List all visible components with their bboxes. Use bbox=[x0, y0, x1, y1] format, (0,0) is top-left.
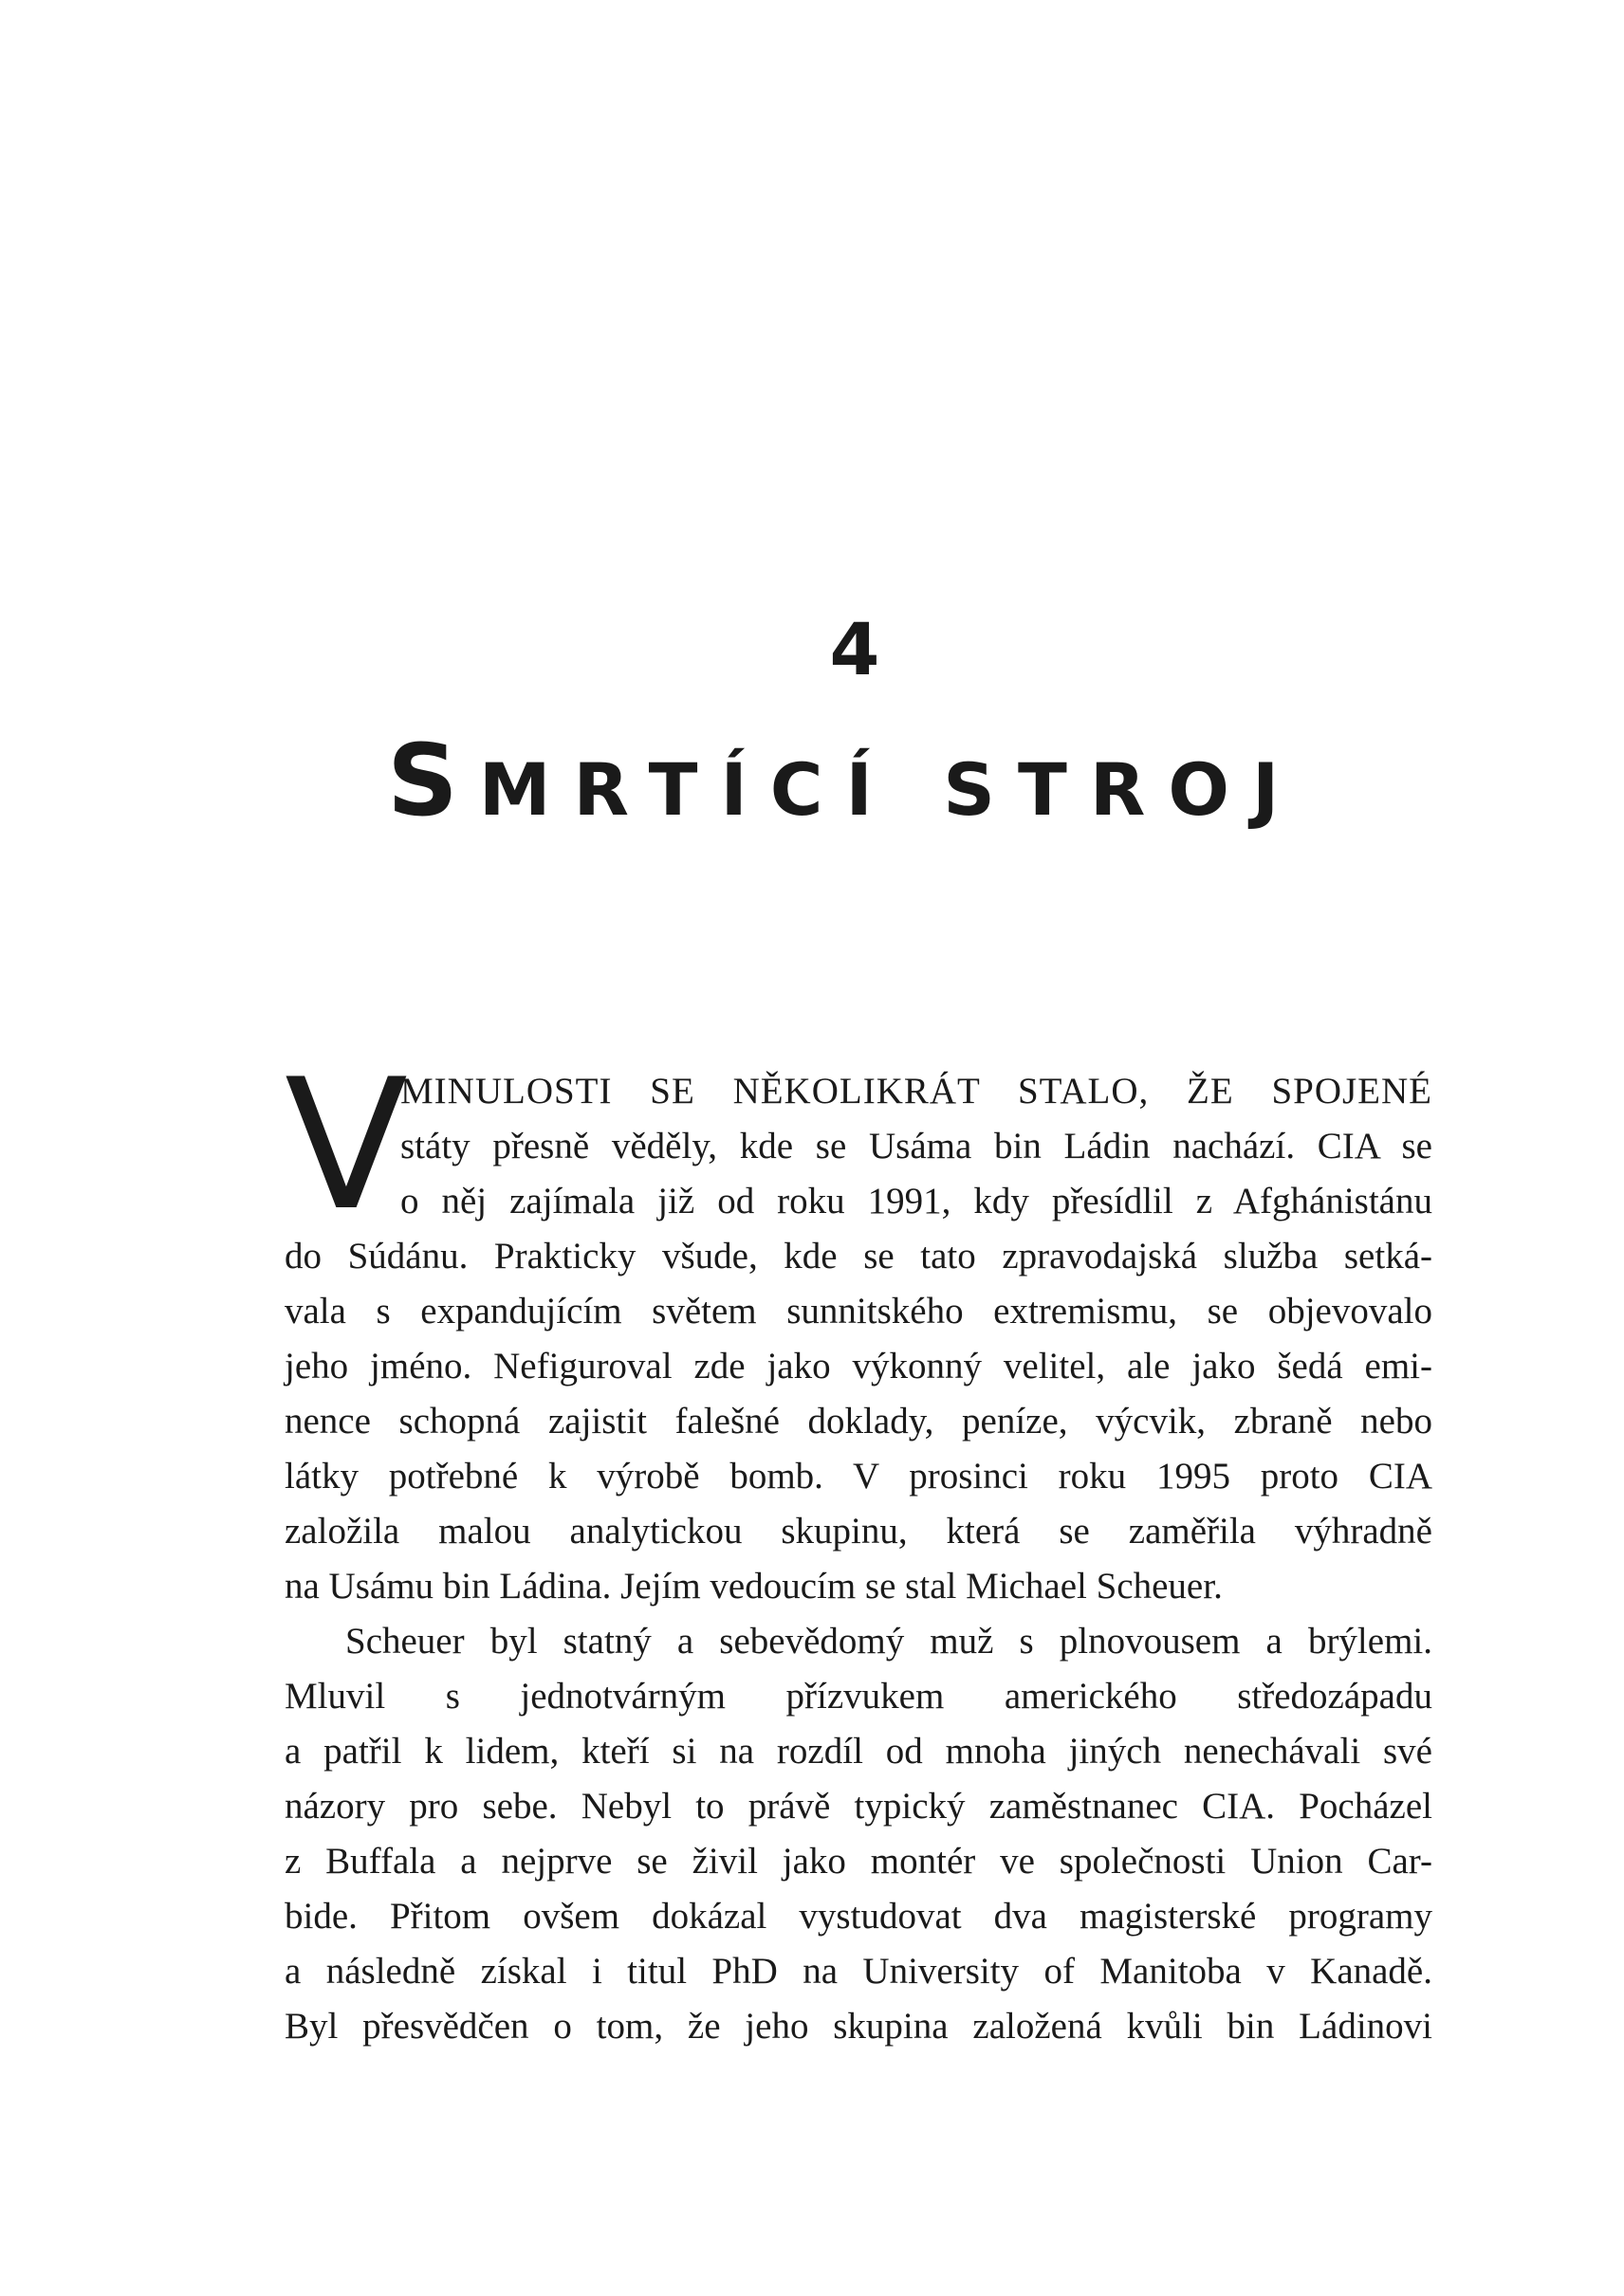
paragraph-2-line: z Buffala a nejprve se živil jako montér ve společnosti Union Car- bbox=[285, 1841, 1432, 1882]
chapter-number: 4 bbox=[829, 607, 880, 691]
paragraph-2-line: a následně získal i titul PhD na University of Manitoba v Kanadě. bbox=[285, 1951, 1432, 1992]
paragraph-2-line: Scheuer byl statný a sebevědomý muž s plnovousem a brýlemi. bbox=[345, 1621, 1432, 1662]
paragraph-1-line: státy přesně věděly, kde se Usáma bin Ládin nachází. CIA se bbox=[400, 1126, 1432, 1166]
paragraph-1-line: na Usámu bin Ládina. Jejím vedoucím se stal Michael Scheuer. bbox=[285, 1566, 1223, 1607]
paragraph-2-line: Mluvil s jednotvárným přízvukem amerického středozápadu bbox=[285, 1676, 1432, 1717]
chapter-title-rest: MRTÍCÍ STROJ bbox=[478, 747, 1302, 832]
paragraph-1-line: MINULOSTI SE NĚKOLIKRÁT STALO, ŽE SPOJENÉ bbox=[400, 1071, 1432, 1111]
paragraph-1-line: o něj zajímala již od roku 1991, kdy přesídlil z Afghánistánu bbox=[400, 1181, 1432, 1221]
paragraph-1-line: jeho jméno. Nefiguroval zde jako výkonný velitel, ale jako šedá emi- bbox=[285, 1346, 1432, 1387]
paragraph-1-line: založila malou analytickou skupinu, která se zaměřila výhradně bbox=[285, 1511, 1432, 1552]
paragraph-2-line: názory pro sebe. Nebyl to právě typický zaměstnanec CIA. Pocházel bbox=[285, 1786, 1432, 1827]
drop-cap: V bbox=[285, 1040, 408, 1250]
chapter-title-initial: S bbox=[387, 723, 479, 838]
paragraph-2-line: a patřil k lidem, kteří si na rozdíl od mnoha jiných nenechávali své bbox=[285, 1731, 1432, 1772]
chapter-title bbox=[387, 723, 1336, 842]
paragraph-2-line: bide. Přitom ovšem dokázal vystudovat dva magisterské programy bbox=[285, 1896, 1432, 1937]
paragraph-1-line: vala s expandujícím světem sunnitského extremismu, se objevovalo bbox=[285, 1291, 1432, 1332]
body-text bbox=[285, 1064, 1432, 2054]
paragraph-1-line: nence schopná zajistit falešné doklady, peníze, výcvik, zbraně nebo bbox=[285, 1401, 1432, 1442]
paragraph-2-line: Byl přesvědčen o tom, že jeho skupina založená kvůli bin Ládinovi bbox=[285, 2006, 1432, 2047]
paragraph-1-line: do Súdánu. Prakticky všude, kde se tato zpravodajská služba setká- bbox=[285, 1236, 1432, 1277]
paragraph-1-line: látky potřebné k výrobě bomb. V prosinci roku 1995 proto CIA bbox=[285, 1456, 1432, 1497]
